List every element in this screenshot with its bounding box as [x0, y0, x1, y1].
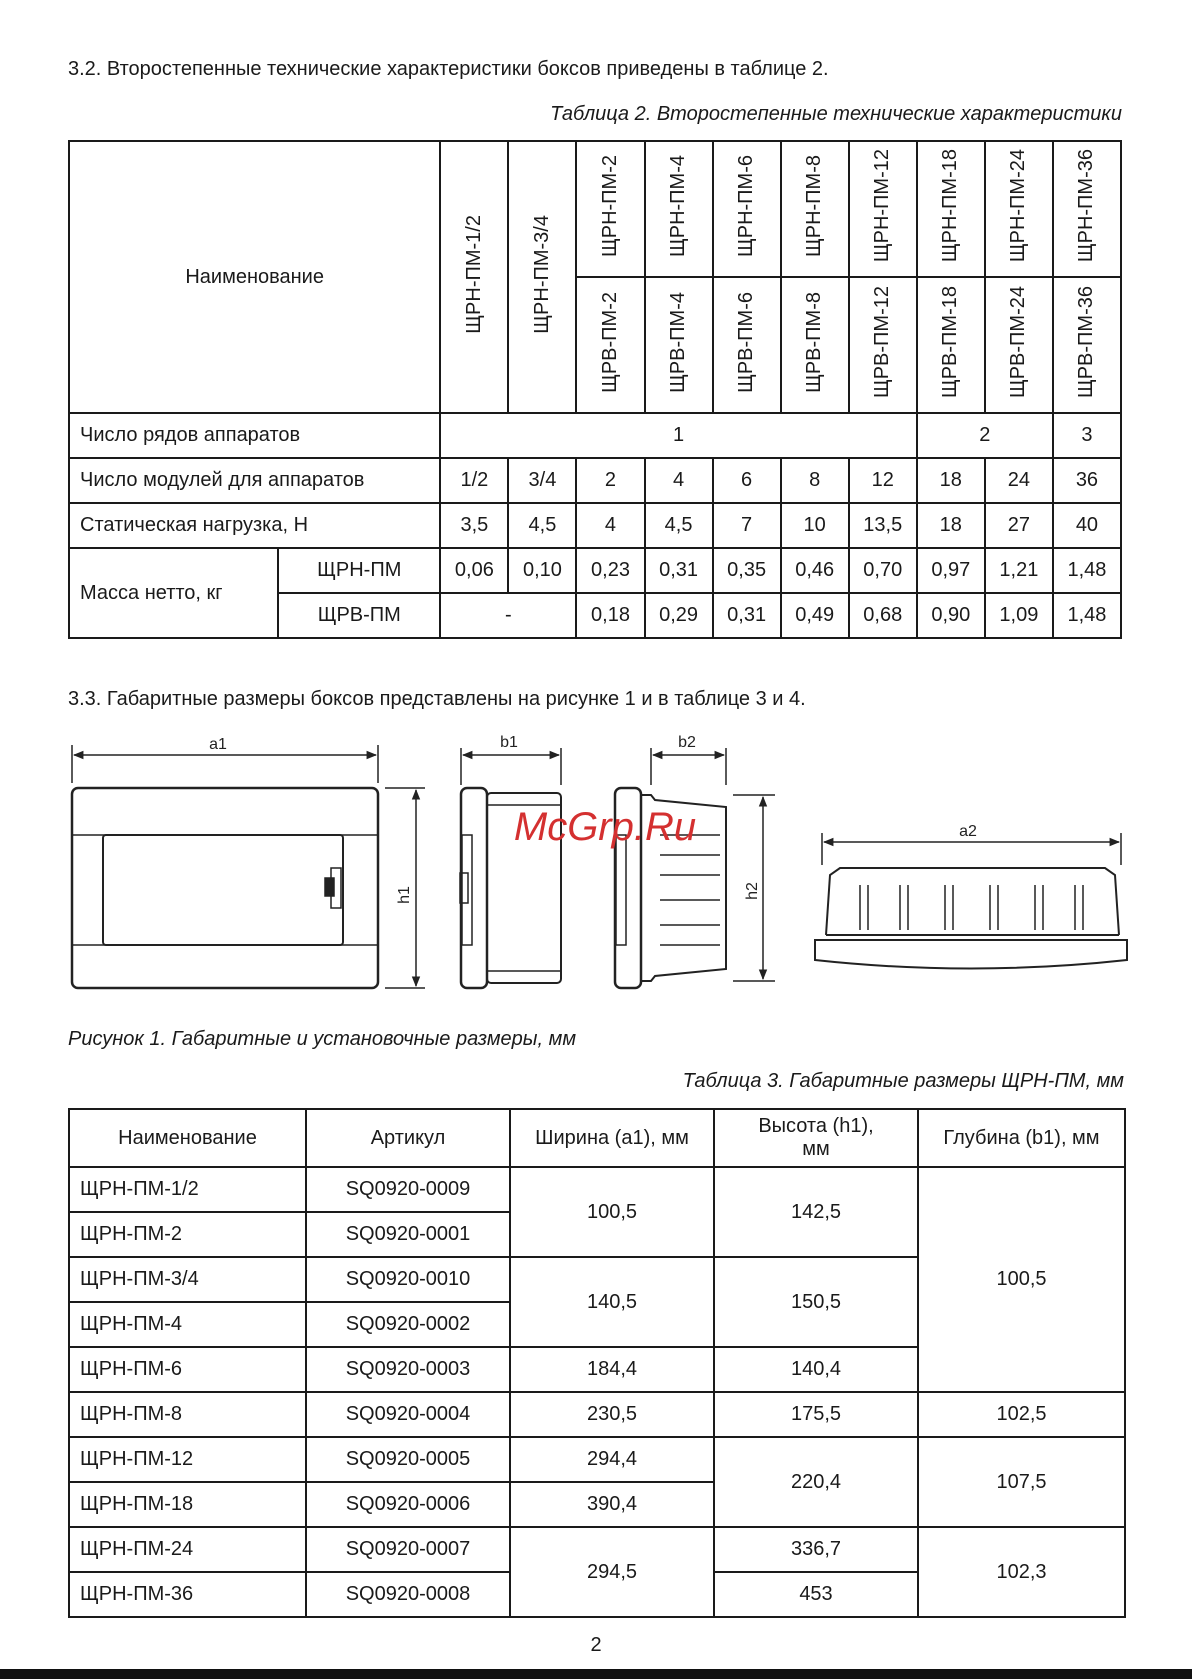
- header-width: Ширина (a1), мм: [510, 1109, 714, 1167]
- mass-value: 0,97: [917, 548, 985, 593]
- load-value: 4: [576, 503, 644, 548]
- row-width: 140,5: [510, 1257, 714, 1347]
- row-width: 184,4: [510, 1347, 714, 1392]
- col-header-single-2: ЩРН-ПМ-3/4: [508, 141, 576, 413]
- modules-value: 3/4: [508, 458, 576, 503]
- mass-value: 0,31: [645, 548, 713, 593]
- col-header-top-2: ЩРН-ПМ-4: [645, 141, 713, 277]
- modules-value: 24: [985, 458, 1053, 503]
- row-name: ЩРН-ПМ-3/4: [69, 1257, 306, 1302]
- table-row: [69, 1437, 1125, 1482]
- row-name: ЩРН-ПМ-2: [69, 1212, 306, 1257]
- load-value: 18: [917, 503, 985, 548]
- col-header-bottom-8: ЩРВ-ПМ-36: [1053, 277, 1121, 413]
- table-row: [69, 548, 1121, 593]
- row-article: SQ0920-0008: [306, 1572, 510, 1617]
- col-header-bottom-7: ЩРВ-ПМ-24: [985, 277, 1053, 413]
- front-view: [72, 745, 425, 988]
- watermark: McGrp.Ru: [513, 805, 697, 849]
- table-2: [68, 140, 1122, 639]
- header-height: Высота (h1), мм: [714, 1109, 918, 1167]
- row-article: SQ0920-0004: [306, 1392, 510, 1437]
- modules-value: 4: [645, 458, 713, 503]
- rows-value: 1: [440, 413, 916, 458]
- header-name: Наименование: [69, 1109, 306, 1167]
- footer-bar: [0, 1669, 1192, 1679]
- page-number: 2: [590, 1634, 602, 1656]
- mass-value: 0,31: [713, 593, 781, 638]
- row-article: SQ0920-0002: [306, 1302, 510, 1347]
- modules-value: 8: [781, 458, 849, 503]
- table-row: [69, 1392, 1125, 1437]
- mass-value: 0,10: [508, 548, 576, 593]
- row-name: ЩРН-ПМ-6: [69, 1347, 306, 1392]
- row-name: ЩРН-ПМ-12: [69, 1437, 306, 1482]
- load-value: 4,5: [645, 503, 713, 548]
- table-row: [69, 458, 1121, 503]
- side-view-b2: [615, 748, 775, 988]
- side-view-b1: [460, 748, 561, 988]
- row-height: 150,5: [714, 1257, 918, 1347]
- row-width: 294,4: [510, 1437, 714, 1482]
- col-header-bottom-2: ЩРВ-ПМ-4: [645, 277, 713, 413]
- mass-value: 1,48: [1053, 593, 1121, 638]
- row-height: 142,5: [714, 1167, 918, 1257]
- rows-value: 3: [1053, 413, 1121, 458]
- row-height: 220,4: [714, 1437, 918, 1527]
- modules-value: 1/2: [440, 458, 508, 503]
- row-article: SQ0920-0009: [306, 1167, 510, 1212]
- col-header-top-1: ЩРН-ПМ-2: [576, 141, 644, 277]
- row-name: ЩРН-ПМ-36: [69, 1572, 306, 1617]
- mass-value: 0,68: [849, 593, 917, 638]
- table2-caption: Таблица 2. Второстепенные технические характеристики: [550, 103, 1122, 125]
- mass-value: 0,70: [849, 548, 917, 593]
- modules-value: 6: [713, 458, 781, 503]
- row-width: 100,5: [510, 1167, 714, 1257]
- dim-label-h2: h2: [744, 882, 761, 900]
- row-article: SQ0920-0003: [306, 1347, 510, 1392]
- row-article: SQ0920-0007: [306, 1527, 510, 1572]
- row-article: SQ0920-0001: [306, 1212, 510, 1257]
- header-depth: Глубина (b1), мм: [918, 1109, 1125, 1167]
- mass-value: 0,06: [440, 548, 508, 593]
- table-row: [69, 503, 1121, 548]
- dim-label-a1: a1: [209, 736, 227, 753]
- table-row: [69, 1527, 1125, 1572]
- mass-value: 1,48: [1053, 548, 1121, 593]
- col-header-bottom-4: ЩРВ-ПМ-8: [781, 277, 849, 413]
- mass-value: 0,23: [576, 548, 644, 593]
- load-value: 27: [985, 503, 1053, 548]
- dim-label-b1: b1: [500, 734, 518, 751]
- row-name: ЩРН-ПМ-18: [69, 1482, 306, 1527]
- modules-label: Число модулей для аппаратов: [69, 458, 440, 503]
- row-name: ЩРН-ПМ-1/2: [69, 1167, 306, 1212]
- col-header-bottom-5: ЩРВ-ПМ-12: [849, 277, 917, 413]
- col-header-top-8: ЩРН-ПМ-36: [1053, 141, 1121, 277]
- table-row: [69, 413, 1121, 458]
- dim-label-h1: h1: [396, 886, 413, 904]
- modules-value: 36: [1053, 458, 1121, 503]
- row-name: ЩРН-ПМ-4: [69, 1302, 306, 1347]
- mass-value: 0,90: [917, 593, 985, 638]
- row-article: SQ0920-0006: [306, 1482, 510, 1527]
- row-depth: 102,5: [918, 1392, 1125, 1437]
- col-header-top-7: ЩРН-ПМ-24: [985, 141, 1053, 277]
- col-header-bottom-6: ЩРВ-ПМ-18: [917, 277, 985, 413]
- mass-value: 0,35: [713, 548, 781, 593]
- dim-label-a2: a2: [959, 823, 977, 840]
- figure1-caption: Рисунок 1. Габаритные и установочные размеры, мм: [68, 1028, 577, 1050]
- load-value: 40: [1053, 503, 1121, 548]
- col-header-single-1: ЩРН-ПМ-1/2: [440, 141, 508, 413]
- row-height: 175,5: [714, 1392, 918, 1437]
- col-header-top-4: ЩРН-ПМ-8: [781, 141, 849, 277]
- table3-caption: Таблица 3. Габаритные размеры ЩРН-ПМ, мм: [682, 1070, 1124, 1092]
- dim-label-b2: b2: [678, 734, 696, 751]
- load-value: 3,5: [440, 503, 508, 548]
- row-name: ЩРН-ПМ-8: [69, 1392, 306, 1437]
- col-header-bottom-1: ЩРВ-ПМ-2: [576, 277, 644, 413]
- section-3-3-text: 3.3. Габаритные размеры боксов представлены на рисунке 1 и в таблице 3 и 4.: [68, 688, 806, 710]
- row-name: ЩРН-ПМ-24: [69, 1527, 306, 1572]
- row-height: 336,7: [714, 1527, 918, 1572]
- load-value: 7: [713, 503, 781, 548]
- modules-value: 18: [917, 458, 985, 503]
- table-row: [69, 1167, 1125, 1212]
- load-value: 10: [781, 503, 849, 548]
- row-width: 294,5: [510, 1527, 714, 1617]
- mass-label: Масса нетто, кг: [69, 548, 278, 638]
- header-article: Артикул: [306, 1109, 510, 1167]
- col-header-top-3: ЩРН-ПМ-6: [713, 141, 781, 277]
- mass-value: 1,21: [985, 548, 1053, 593]
- table-3: [68, 1108, 1126, 1618]
- col-header-bottom-3: ЩРВ-ПМ-6: [713, 277, 781, 413]
- col-header-top-5: ЩРН-ПМ-12: [849, 141, 917, 277]
- figure-1-drawing: [0, 725, 1192, 1015]
- mass-value: 0,46: [781, 548, 849, 593]
- row-article: SQ0920-0005: [306, 1437, 510, 1482]
- mass-value: 0,49: [781, 593, 849, 638]
- row-width: 230,5: [510, 1392, 714, 1437]
- rows-value: 2: [917, 413, 1053, 458]
- name-header: Наименование: [69, 141, 440, 413]
- mass-value: 0,29: [645, 593, 713, 638]
- row-height: 453: [714, 1572, 918, 1617]
- mass-value: 1,09: [985, 593, 1053, 638]
- mass-dash: -: [440, 593, 576, 638]
- section-3-2-text: 3.2. Второстепенные технические характеристики боксов приведены в таблице 2.: [68, 58, 829, 80]
- load-label: Статическая нагрузка, Н: [69, 503, 440, 548]
- top-view-a2: [815, 833, 1127, 969]
- row-article: SQ0920-0010: [306, 1257, 510, 1302]
- mass-value: 0,18: [576, 593, 644, 638]
- row-width: 390,4: [510, 1482, 714, 1527]
- mass-shrn-label: ЩРН-ПМ: [278, 548, 440, 593]
- row-height: 140,4: [714, 1347, 918, 1392]
- row-depth: 100,5: [918, 1167, 1125, 1392]
- col-header-top-6: ЩРН-ПМ-18: [917, 141, 985, 277]
- row-depth: 102,3: [918, 1527, 1125, 1617]
- load-value: 4,5: [508, 503, 576, 548]
- rows-label: Число рядов аппаратов: [69, 413, 440, 458]
- modules-value: 12: [849, 458, 917, 503]
- mass-shrv-label: ЩРВ-ПМ: [278, 593, 440, 638]
- load-value: 13,5: [849, 503, 917, 548]
- modules-value: 2: [576, 458, 644, 503]
- row-depth: 107,5: [918, 1437, 1125, 1527]
